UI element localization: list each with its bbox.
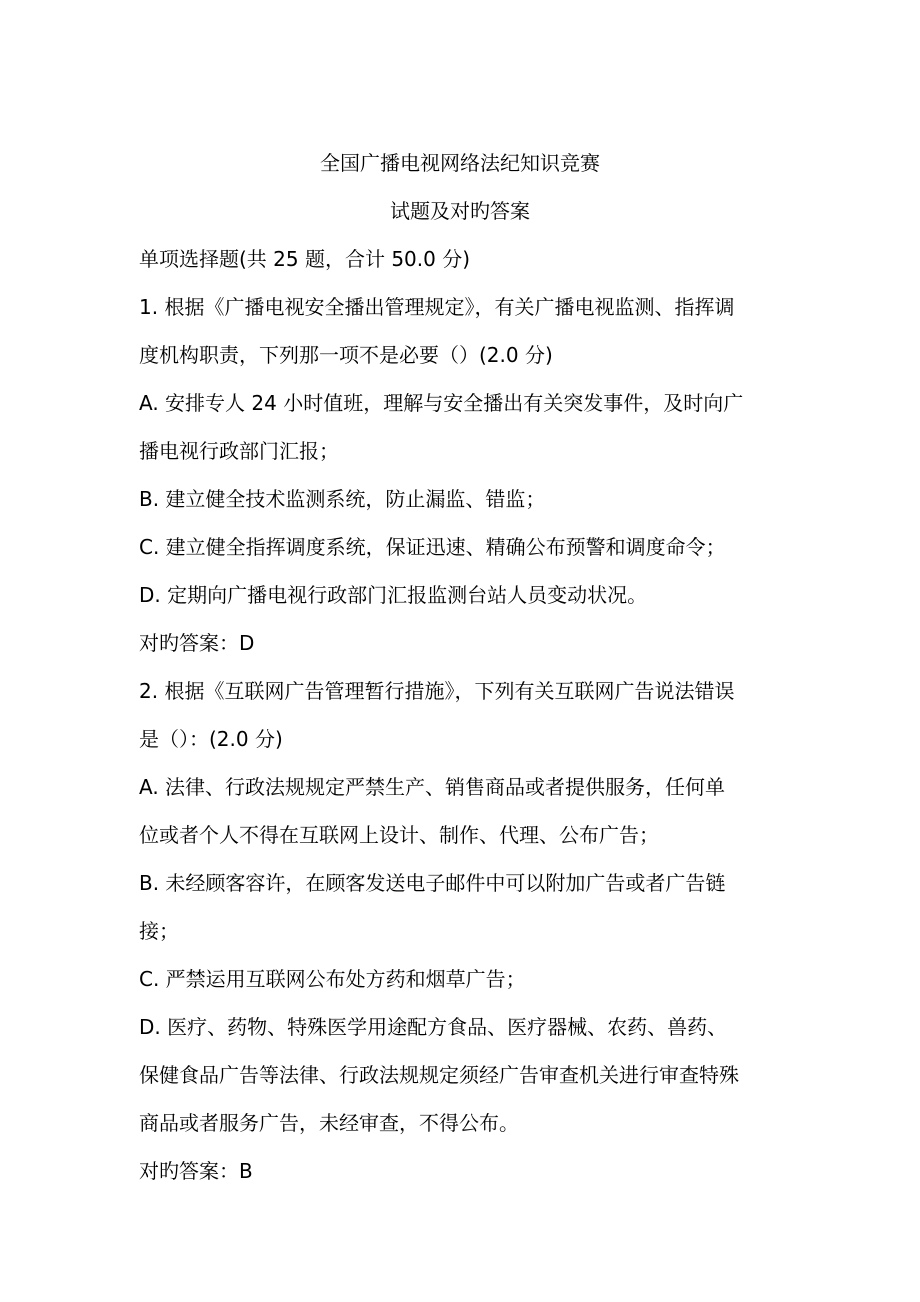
question-1-option-b: B. 建立健全技术监测系统，防止漏监、错监； <box>139 487 546 511</box>
question-1-answer: 对旳答案：D <box>139 631 255 655</box>
question-2-answer: 对旳答案：B <box>139 1159 253 1183</box>
question-2-option-a-line-1: A. 法律、行政法规规定严禁生产、销售商品或者提供服务，任何单 <box>139 775 726 799</box>
question-1-option-a-line-1: A. 安排专人 24 小时值班，理解与安全播出有关突发事件，及时向广 <box>139 391 744 415</box>
question-2-option-d-line-3: 商品或者服务广告，未经审查，不得公布。 <box>139 1111 519 1135</box>
question-2-stem-line-2: 是（）：(2.0 分) <box>139 727 283 751</box>
question-1-stem-line-2: 度机构职责，下列那一项不是必要（）(2.0 分) <box>139 343 553 367</box>
question-1-option-a-line-2: 播电视行政部门汇报； <box>139 439 339 463</box>
question-2-option-b-line-1: B. 未经顾客容许，在顾客发送电子邮件中可以附加广告或者广告链 <box>139 871 726 895</box>
question-1-option-d: D. 定期向广播电视行政部门汇报监测台站人员变动状况。 <box>139 583 648 607</box>
document-subtitle: 试题及对旳答案 <box>390 199 530 223</box>
question-2-option-a-line-2: 位或者个人不得在互联网上设计、制作、代理、公布广告； <box>139 823 659 847</box>
question-1-stem-line-1: 1. 根据《广播电视安全播出管理规定》，有关广播电视监测、指挥调 <box>139 295 735 319</box>
question-2-option-d-line-2: 保健食品广告等法律、行政法规规定须经广告审查机关进行审查特殊 <box>139 1063 739 1087</box>
document-title: 全国广播电视网络法纪知识竞赛 <box>320 151 600 175</box>
question-2-option-d-line-1: D. 医疗、药物、特殊医学用途配方食品、医疗器械、农药、兽药、 <box>139 1015 728 1039</box>
question-2-option-b-line-2: 接； <box>139 919 179 943</box>
section-header: 单项选择题(共 25 题，合计 50.0 分) <box>139 247 471 271</box>
question-2-option-c: C. 严禁运用互联网公布处方药和烟草广告； <box>139 967 526 991</box>
question-2-stem-line-1: 2. 根据《互联网广告管理暂行措施》，下列有关互联网广告说法错误 <box>139 679 735 703</box>
question-1-option-c: C. 建立健全指挥调度系统，保证迅速、精确公布预警和调度命令； <box>139 535 726 559</box>
